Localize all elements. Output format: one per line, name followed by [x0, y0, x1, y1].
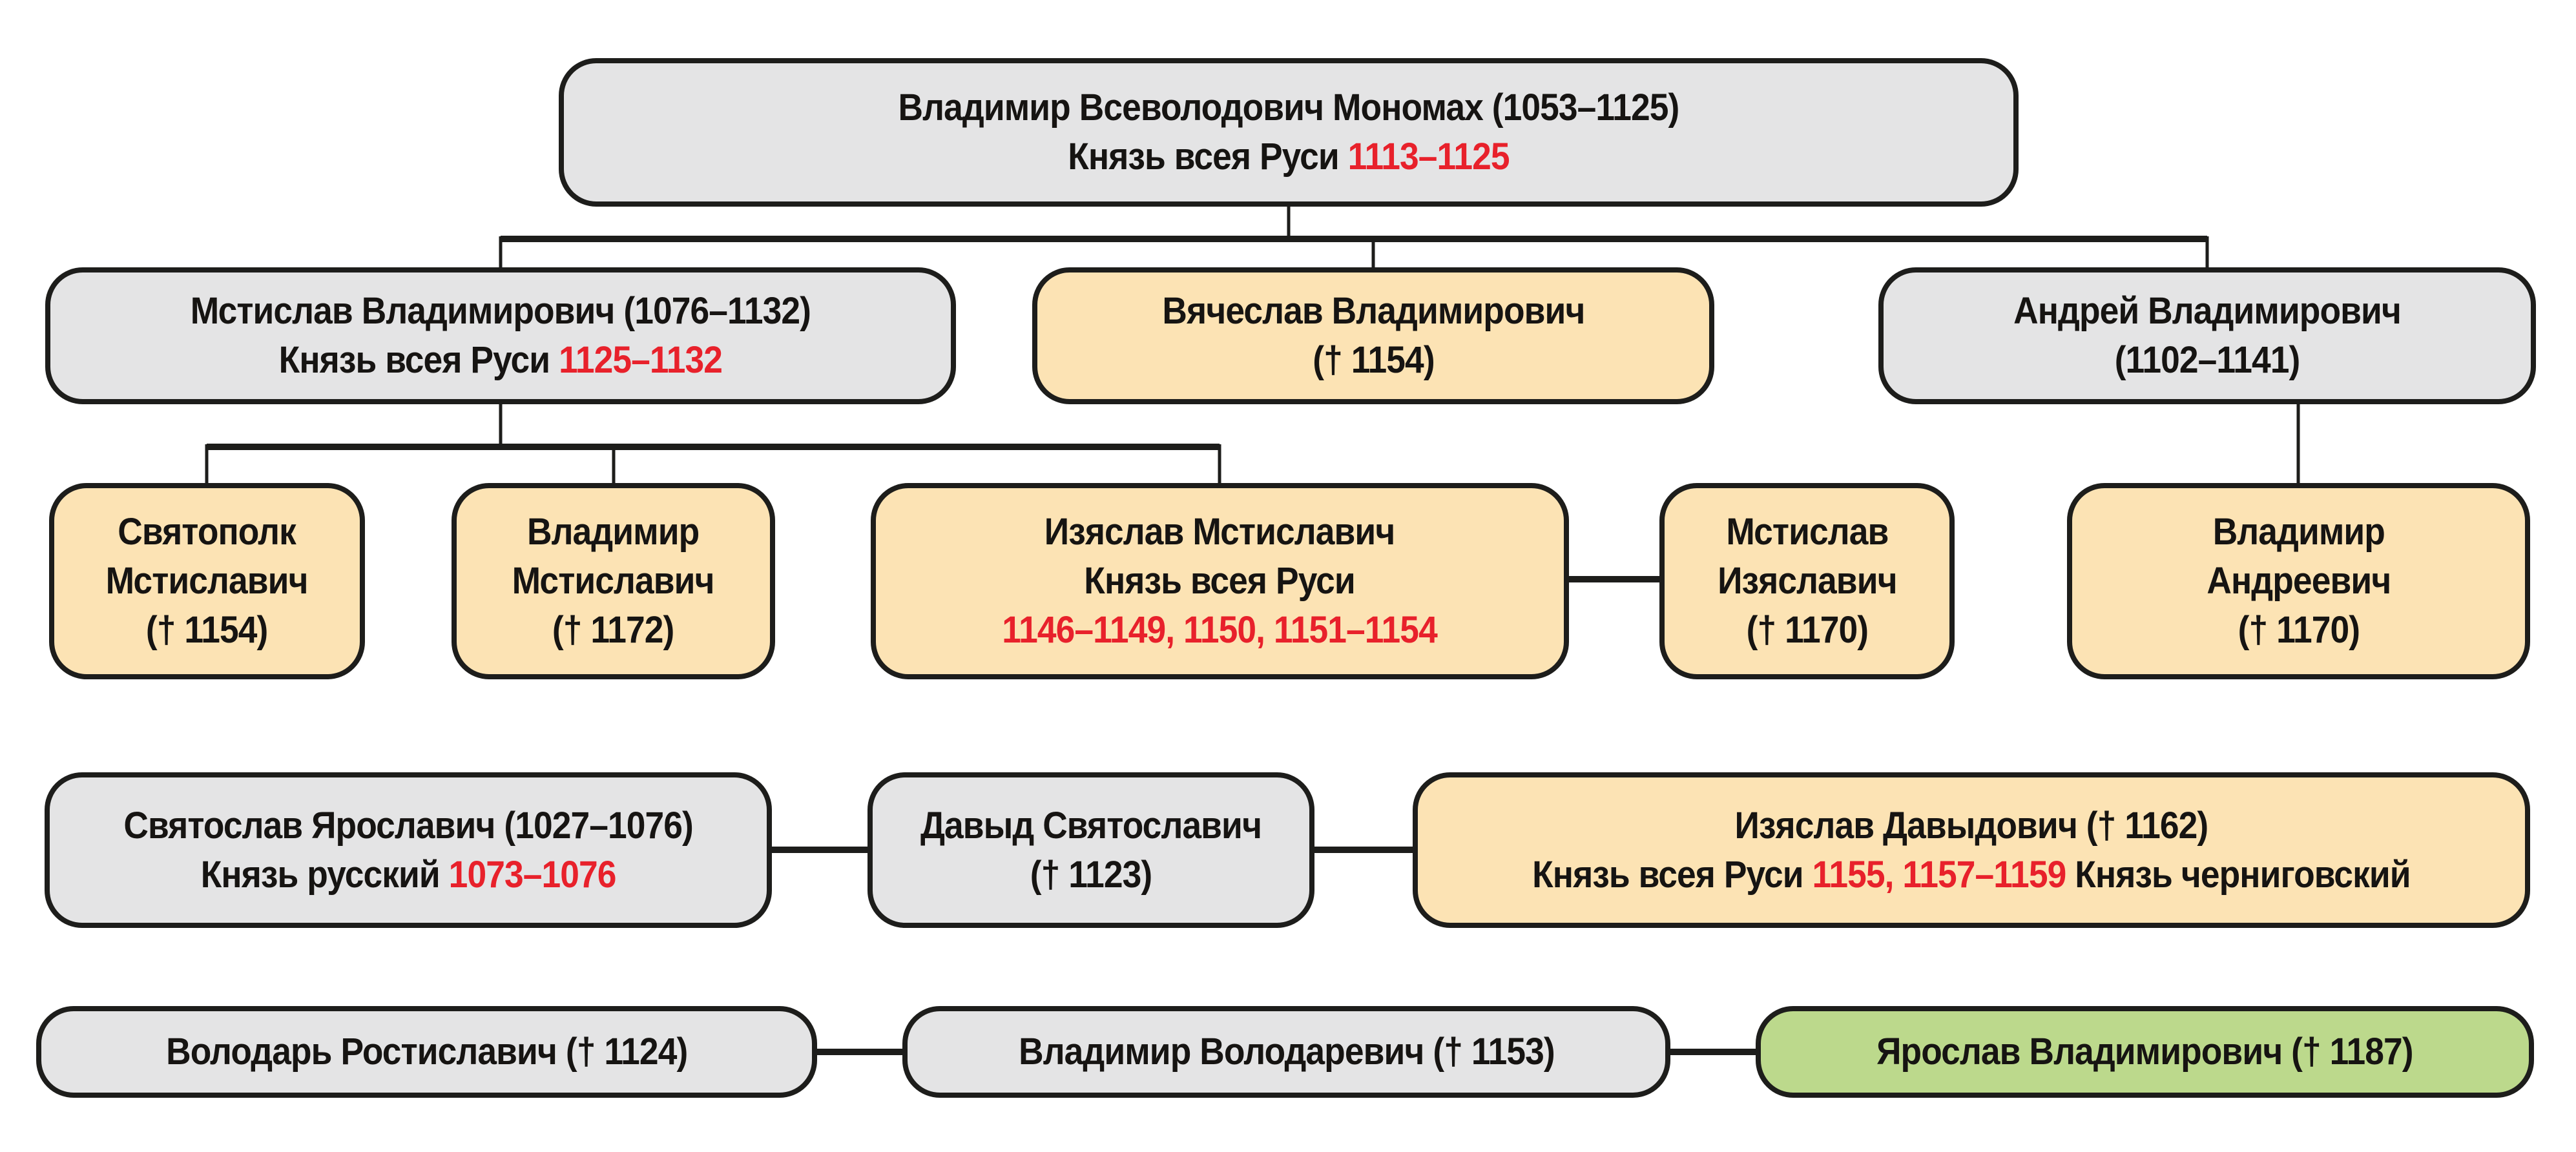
- reign-dates: 1073–1076: [448, 853, 616, 896]
- person-name: Изяслав Мстиславич: [1044, 511, 1395, 553]
- reign-dates: 1113–1125: [1347, 136, 1510, 178]
- person-name: Мстислав Владимирович (1076–1132): [190, 290, 811, 332]
- person-name: Изяслав Давыдович († 1162): [1734, 804, 2208, 847]
- person-name: Володарь Ростиславич († 1124): [165, 1031, 688, 1073]
- person-name: Мстислав: [1725, 511, 1889, 553]
- reign-dates: 1125–1132: [559, 339, 723, 381]
- person-title: Князь всея Руси 1113–1125: [1068, 136, 1510, 178]
- node-vladimir-volodarevich-label: [1019, 1027, 1555, 1076]
- node-vladimir-andreevich-label: [2207, 508, 2391, 655]
- person-dates: († 1170): [2238, 609, 2360, 651]
- person-name: Ярослав Владимирович († 1187): [1876, 1031, 2413, 1073]
- node-mstislav-vladimirovich-label: [191, 287, 811, 385]
- node-davyd-svyatoslavich: [867, 772, 1314, 928]
- node-volodar-rostislavich: [36, 1006, 817, 1098]
- person-dates: († 1172): [552, 609, 674, 651]
- node-izyaslav-davydovich-label: [1532, 801, 2411, 900]
- node-mstislav-izyaslavich: [1659, 483, 1955, 679]
- node-vladimir-volodarevich: [902, 1006, 1670, 1098]
- person-name: Святослав Ярославич (1027–1076): [123, 804, 693, 847]
- node-svyatopolk-mstislavich: [49, 483, 365, 679]
- node-vladimir-andreevich: [2067, 483, 2530, 679]
- node-mstislav-vladimirovich: [45, 267, 956, 404]
- person-title: Князь всея Руси 1125–1132: [278, 339, 723, 381]
- person-title: Князь всея Руси 1155, 1157–1159 Князь черниговский: [1532, 853, 2411, 896]
- node-vladimir-mstislavich-label: [512, 508, 714, 655]
- person-name: Вячеслав Владимирович: [1161, 290, 1585, 332]
- person-name: Владимир: [527, 511, 700, 553]
- node-izyaslav-davydovich: [1413, 772, 2530, 928]
- node-izyaslav-mstislavich-label: [1002, 508, 1438, 655]
- person-dates: († 1123): [1030, 853, 1152, 896]
- node-volodar-rostislavich-label: [166, 1027, 687, 1076]
- person-patronymic: Мстиславич: [105, 560, 309, 602]
- node-svyatopolk-mstislavich-label: [106, 508, 308, 655]
- node-vyacheslav-vladimirovich: [1032, 267, 1714, 404]
- person-name: Владимир Володаревич († 1153): [1018, 1031, 1555, 1073]
- person-name: Андрей Владимирович: [2013, 290, 2401, 332]
- node-vladimir-mstislavich: [452, 483, 775, 679]
- node-monomakh: [559, 58, 2019, 207]
- person-name: Святополк: [118, 511, 296, 553]
- reign-dates: 1146–1149, 1150, 1151–1154: [1002, 609, 1438, 651]
- node-izyaslav-mstislavich: [871, 483, 1569, 679]
- person-dates: († 1154): [146, 609, 268, 651]
- node-yaroslav-vladimirovich-label: [1876, 1027, 2413, 1076]
- node-svyatoslav-yaroslavich-label: [123, 801, 693, 900]
- reign-dates: 1155, 1157–1159: [1812, 853, 2066, 896]
- person-title: Князь всея Руси: [1084, 560, 1356, 602]
- person-patronymic: Андреевич: [2207, 560, 2391, 602]
- person-name: Владимир Всеволодович Мономах (1053–1125): [898, 87, 1679, 129]
- node-yaroslav-vladimirovich: [1756, 1006, 2534, 1098]
- person-name: Давыд Святославич: [920, 804, 1262, 847]
- person-dates: (1102–1141): [2114, 339, 2300, 381]
- node-monomakh-label: [898, 83, 1679, 181]
- person-patronymic: Мстиславич: [512, 560, 715, 602]
- person-dates: († 1170): [1746, 609, 1868, 651]
- person-title: Князь русский 1073–1076: [200, 853, 616, 896]
- node-davyd-svyatoslavich-label: [920, 801, 1262, 900]
- person-name: Владимир: [2212, 511, 2385, 553]
- person-dates: († 1154): [1312, 339, 1435, 381]
- node-andrey-vladimirovich: [1878, 267, 2536, 404]
- node-andrey-vladimirovich-label: [2013, 287, 2401, 385]
- node-vyacheslav-vladimirovich-label: [1162, 287, 1584, 385]
- node-mstislav-izyaslavich-label: [1718, 508, 1897, 655]
- node-svyatoslav-yaroslavich: [45, 772, 772, 928]
- person-patronymic: Изяславич: [1717, 560, 1897, 602]
